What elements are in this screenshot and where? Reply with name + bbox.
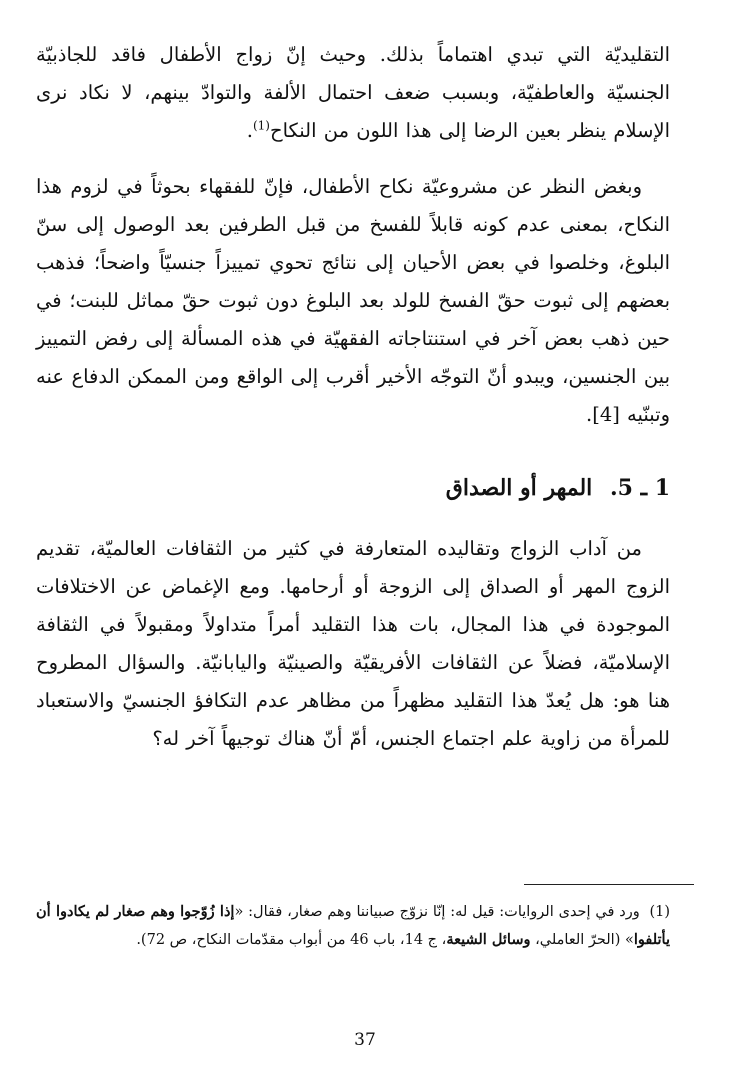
footnote-text-before: ورد في إحدى الروايات: قيل له: إنّا نزوّج صبياننا وهم صغار، فقال: « xyxy=(234,904,640,920)
footnote-divider xyxy=(524,884,694,885)
section-title: المهر أو الصداق xyxy=(445,475,593,501)
footnote-quote: إذا زُوّجوا وهم صغار لم يكادوا أن يأتلفوا xyxy=(36,903,670,948)
paragraph-1-end: . xyxy=(246,119,253,142)
footnote-source: وسائل الشيعة xyxy=(446,931,531,948)
paragraph-1 xyxy=(36,36,670,150)
paragraph-3: من آداب الزواج وتقاليده المتعارفة في كثير من الثقافات العالميّة، تقديم الزوج المهر أو الصداق إلى الزوجة أو أرحامها. ومع الإغماض عن الاختلافات الموجودة في هذا المجال، بات هذا التقليد أمراً متداولاً ومقبولاً في الثقافة الإسلاميّة، فضلاً عن الثقافات الأفريقيّة والصينيّة واليابانيّة. والسؤال المطروح هنا هو: هل يُعدّ هذا التقليد مظهراً من مظاهر عدم التكافؤ الجنسيّ والاستعباد للمرأة من زاوية علم اجتماع الجنس، أمّ أنّ هناك توجيهاً آخر له؟ xyxy=(36,537,670,750)
page-number: 37 xyxy=(354,1030,376,1050)
paragraph-2: وبغض النظر عن مشروعيّة نكاح الأطفال، فإنّ للفقهاء بحوثاً في لزوم هذا النكاح، بمعنى عدم كونه قابلاً للفسخ من قبل الطرفين بعد الوصول إلى سنّ البلوغ، وخلصوا في بعض الأحيان إلى نتائج تحوي تمييزاً جنسيّاً واضحاً؛ فذهب بعضهم إلى ثبوت حقّ الفسخ للولد بعد البلوغ دون ثبوت حقّ مماثل للبنت؛ في حين ذهب بعض آخر في استنتاجاته الفقهيّة في هذه المسألة إلى رفض التمييز بين الجنسين، ويبدو أنّ التوجّه الأخير أقرب إلى الواقع ومن الممكن الدفاع عنه وتبنّيه [4]. xyxy=(36,175,670,426)
footnote-text-mid: » (الحرّ العاملي، xyxy=(530,932,634,948)
page-body xyxy=(36,36,670,758)
footnote-text-after: ، ج 14، باب 46 من أبواب مقدّمات النكاح، ص 72). xyxy=(136,932,447,948)
footnote xyxy=(36,898,670,954)
paragraph-1-text: التقليديّة التي تبدي اهتماماً بذلك. وحيث إنّ زواج الأطفال فاقد للجاذبيّة الجنسيّة والعاطفيّة، وبسبب ضعف احتمال الألفة والتوادّ بينهم، لا نكاد نرى الإسلام ينظر بعين الرضا إلى هذا اللون من النكاح xyxy=(36,43,670,142)
footnote-ref[interactable]: (1) xyxy=(252,118,270,133)
section-number: 1 ـ 5. xyxy=(609,475,670,501)
section-heading xyxy=(36,468,670,508)
footnote-marker: (1) xyxy=(649,904,671,920)
